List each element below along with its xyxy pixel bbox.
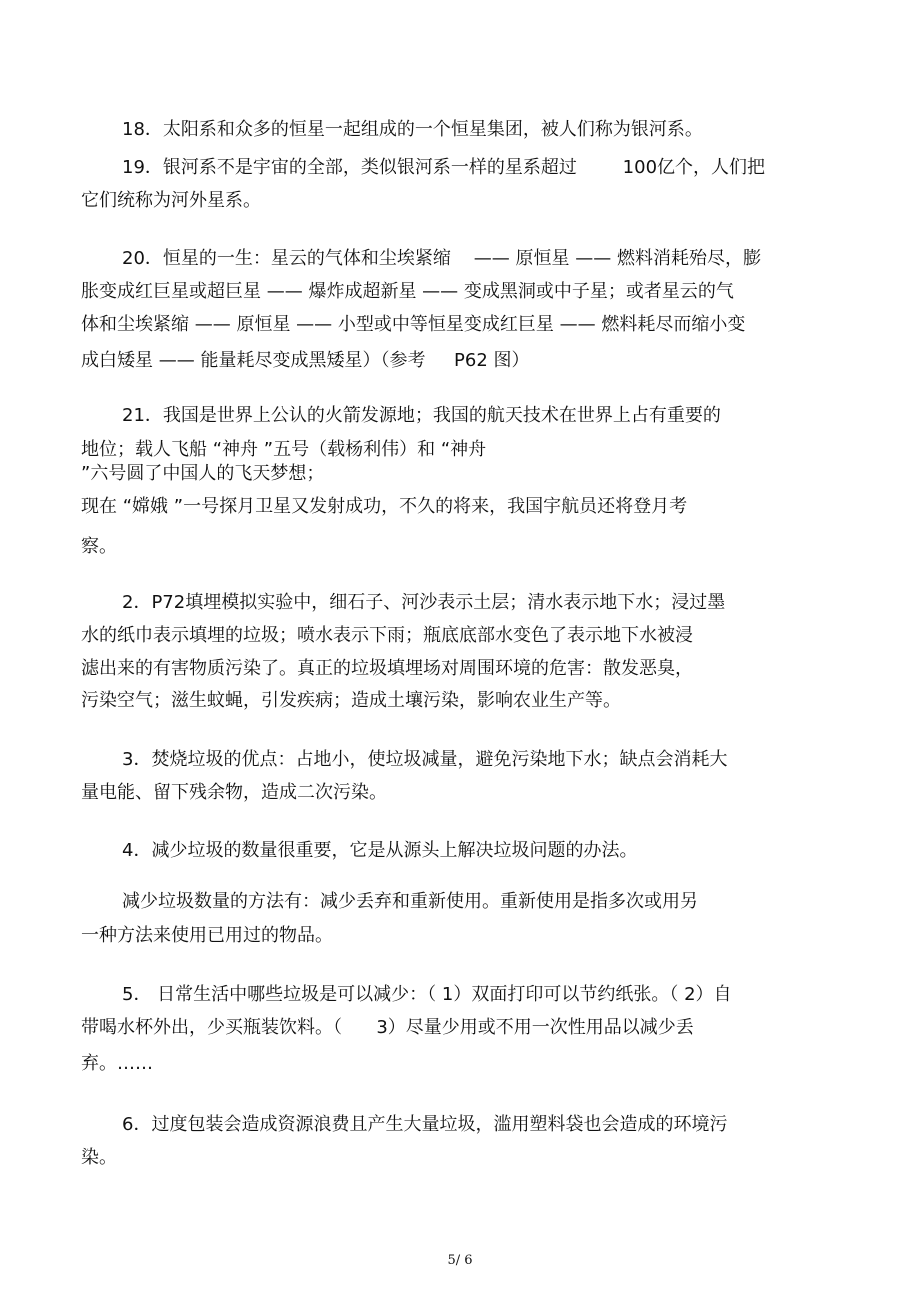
paragraph-20-line-2: 胀变成红巨星或超巨星 —— 爆炸成超新星 —— 变成黑洞或中子星；或者星云的气 (81, 281, 734, 302)
paragraph-21-line-5: 察。 (81, 536, 117, 557)
paragraph-21-line-3: ”六号圆了中国人的飞天梦想； (81, 463, 325, 484)
paragraph-18-line-1: 18．太阳系和众多的恒星一起组成的一个恒星集团，被人们称为银河系。 (122, 119, 703, 140)
paragraph-2-line-1: 2．P72填埋模拟实验中，细石子、河沙表示土层；清水表示地下水；浸过墨 (122, 592, 726, 613)
paragraph-21-line-2: 地位；载人飞船 “神舟 ”五号（载杨利伟）和 “神舟 (81, 439, 487, 460)
paragraph-3-line-1: 3．焚烧垃圾的优点：占地小，使垃圾减量，避免污染地下水；缺点会消耗大 (122, 749, 728, 770)
paragraph-2-line-3: 滤出来的有害物质污染了。真正的垃圾填埋场对周围环境的危害：散发恶臭， (81, 658, 693, 679)
paragraph-21-line-1: 21．我国是世界上公认的火箭发源地；我国的航天技术在世界上占有重要的 (122, 405, 721, 426)
paragraph-19-line-1: 19．银河系不是宇宙的全部，类似银河系一样的星系超过 100亿个，人们把 (122, 157, 766, 178)
paragraph-20-line-3: 体和尘埃紧缩 —— 原恒星 —— 小型或中等恒星变成红巨星 —— 燃料耗尽而缩小变 (81, 314, 746, 335)
paragraph-20-line-1: 20．恒星的一生：星云的气体和尘埃紧缩 —— 原恒星 —— 燃料消耗殆尽，膨 (122, 248, 761, 269)
paragraph-2-line-4: 污染空气；滋生蚊蝇，引发疾病；造成土壤污染，影响农业生产等。 (81, 690, 621, 711)
paragraph-5-line-3: 弃。…… (81, 1053, 153, 1074)
paragraph-6-line-2: 染。 (81, 1147, 117, 1168)
paragraph-3-line-2: 量电能、留下残余物，造成二次污染。 (81, 782, 387, 803)
paragraph-6-line-1: 6．过度包装会造成资源浪费且产生大量垃圾，滥用塑料袋也会造成的环境污 (122, 1114, 728, 1135)
paragraph-4b-line-1: 减少垃圾数量的方法有：减少丢弃和重新使用。重新使用是指多次或用另 (122, 891, 698, 912)
paragraph-2-line-2: 水的纸巾表示填埋的垃圾；喷水表示下雨；瓶底底部水变色了表示地下水被浸 (81, 625, 693, 646)
paragraph-4-line-1: 4．减少垃圾的数量很重要，它是从源头上解决垃圾问题的办法。 (122, 840, 638, 861)
paragraph-20-line-4: 成白矮星 —— 能量耗尽变成黑矮星）（参考 P62 图） (81, 350, 530, 371)
paragraph-21-line-4: 现在 “嫦娥 ”一号探月卫星又发射成功，不久的将来，我国宇航员还将登月考 (81, 496, 688, 517)
paragraph-5-line-2: 带喝水杯外出，少买瓶装饮料。（ 3）尽量少用或不用一次性用品以减少丢 (81, 1017, 694, 1038)
paragraph-5-line-1: 5． 日常生活中哪些垃圾是可以减少：（ 1）双面打印可以节约纸张。（ 2）自 (122, 984, 732, 1005)
paragraph-4b-line-2: 一种方法来使用已用过的物品。 (81, 925, 333, 946)
page-number: 5/ 6 (447, 1253, 473, 1268)
paragraph-19-line-2: 它们统称为河外星系。 (81, 190, 261, 211)
